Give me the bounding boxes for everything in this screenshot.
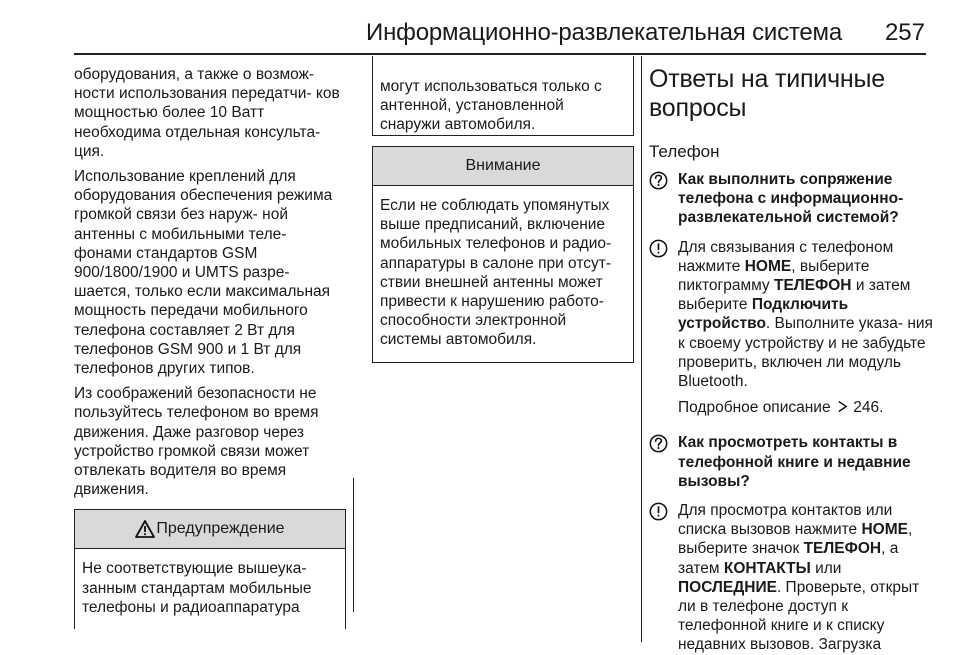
section-title: Ответы на типичные вопросы xyxy=(649,65,886,122)
answer-2-text-1: Для просмотра контактов или списка вызовов нажмите xyxy=(678,502,893,539)
answer-2 xyxy=(649,501,935,655)
answer-1-reference xyxy=(649,398,935,417)
paragraph-3: Из соображений безопасности не пользуйтесь телефоном во время движения. Даже разговор через устройство громкой связи может отвлекать водителя во время движения. xyxy=(74,385,319,499)
paragraph-2: Использование креплений для оборудования обеспечения режима громкой связи без наруж- ной антенны с мобильными теле- фонами стандартов GSM 900/1800/1900 и UMTS разре- шается, только если максимальная мощность передачи мобильного телефона составляет 2 Вт для телефонов GSM 900 и 1 Вт для телефонов других типов. xyxy=(74,168,333,378)
question-2 xyxy=(649,433,935,491)
subsection-title: Телефон xyxy=(649,142,720,161)
question-circle-icon xyxy=(649,434,668,453)
answer-2-key-phone: ТЕЛЕФОН xyxy=(803,540,882,558)
answer-1-text-2: , выберите пиктограмму xyxy=(678,257,870,295)
warning-box xyxy=(74,509,346,629)
page-number: 257 xyxy=(884,19,925,46)
warning-continued-text: могут использоваться только с антенной, установленной снаружи автомобиля. xyxy=(380,78,602,134)
arrow-reference-icon xyxy=(837,400,848,413)
answer-2-text-5: . Проверьте, открыт ли в телефоне доступ к телефонной книге и к списку недавних вызовов. Загрузка xyxy=(678,578,920,654)
answer-1-key-connect: Подключить устройство xyxy=(678,296,849,333)
question-2-text: Как просмотреть контакты в телефонной книге и недавние вызовы? xyxy=(678,434,911,490)
answer-1-text-4: . Выполните указа- ния к своему устройству и не забудьте проверить, включен ли модуль Bluetooth. xyxy=(678,315,933,391)
answer-2-key-contacts: КОНТАКТЫ xyxy=(723,559,811,577)
exclamation-circle-icon xyxy=(649,502,668,521)
column-2 xyxy=(372,56,634,363)
answer-1-text-3: и затем выберите xyxy=(678,277,911,314)
warning-title: Предупреждение xyxy=(156,520,285,538)
reference-page: 246. xyxy=(853,399,884,417)
answer-2-text-4: или xyxy=(815,559,842,577)
answer-1-text-1: Для связывания с телефоном нажмите xyxy=(678,238,894,275)
caution-text: Если не соблюдать упомянутых выше предписаний, включение мобильных телефонов и радио- аппаратуры в салоне при отсут- ствии внешней антенны может привести к нарушению работо- способности электронной системы автомобиля. xyxy=(380,197,612,349)
caution-title: Внимание xyxy=(465,157,541,174)
answer-2-text-2: , выберите значок xyxy=(678,521,913,558)
column-divider-2 xyxy=(641,56,642,642)
warning-triangle-icon xyxy=(135,520,155,538)
answer-1-key-phone: ТЕЛЕФОН xyxy=(774,277,852,295)
caution-box xyxy=(372,146,634,363)
column-divider-1 xyxy=(353,478,354,612)
question-1-text: Как выполнить сопряжение телефона с информационно- развлекательной системой? xyxy=(678,171,904,227)
column-1 xyxy=(74,56,346,629)
answer-2-text-3: , а затем xyxy=(678,540,899,577)
warning-box-continued xyxy=(372,56,634,136)
column-3 xyxy=(649,56,935,655)
warning-header xyxy=(75,510,345,549)
caution-header xyxy=(373,147,633,186)
answer-2-key-recent: ПОСЛЕДНИЕ xyxy=(678,578,777,596)
reference-label: Подробное описание xyxy=(678,399,831,417)
answer-1 xyxy=(649,238,935,392)
paragraph-1: оборудования, а также о возмож- ности использования передатчи- ков мощностью более 10 Ватт необходима отдельная консульта- ция. xyxy=(74,66,340,160)
answer-2-key-home: HOME xyxy=(861,521,908,539)
question-1 xyxy=(649,170,935,228)
question-circle-icon xyxy=(649,171,668,190)
page-header xyxy=(0,0,960,56)
exclamation-circle-icon xyxy=(649,239,668,258)
page-header-title: Информационно-развлекательная система xyxy=(366,19,842,46)
header-divider xyxy=(74,53,926,55)
warning-text: Не соответствующие вышеука- занным стандартам мобильные телефоны и радиоаппаратура xyxy=(82,560,312,616)
answer-1-key-home: HOME xyxy=(744,257,792,275)
